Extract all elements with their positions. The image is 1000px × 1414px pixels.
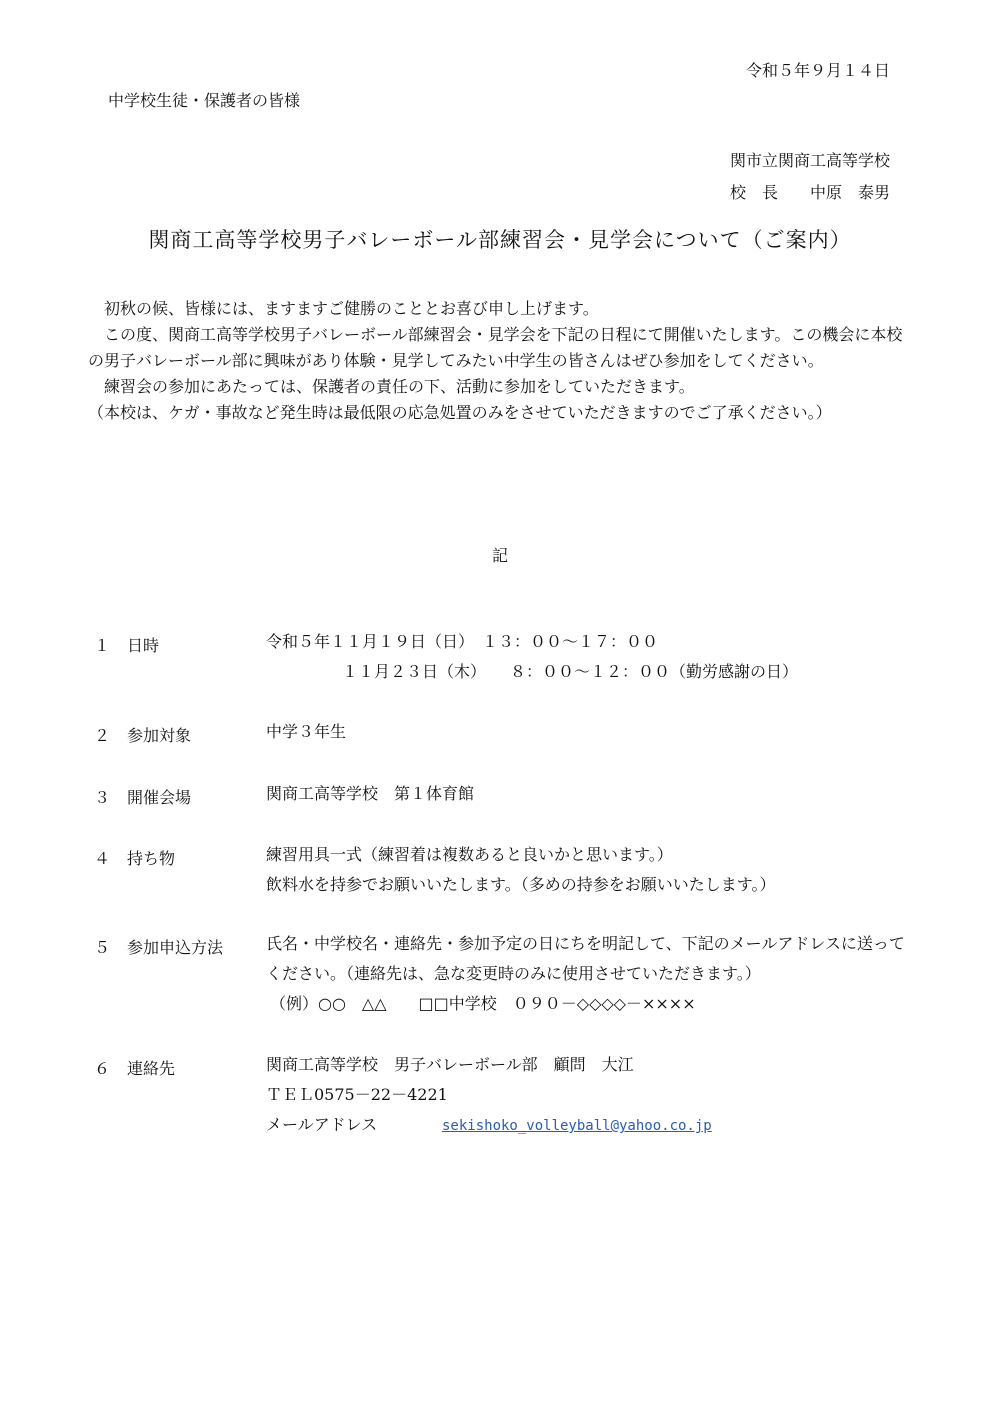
- item-label: 参加対象: [127, 726, 192, 745]
- contact-email-row: [266, 1110, 712, 1141]
- sender-principal: 校 長 中原 泰男: [729, 183, 890, 202]
- item-label: 参加申込方法: [127, 938, 224, 957]
- venue-value: 関商工高等学校 第１体育館: [266, 784, 475, 803]
- belongings-line-2: 飲料水を持参でお願いいたします。（多めの持参をお願いいたします。）: [266, 875, 776, 894]
- schedule-day-1: 令和５年１１月１９日（日） １３：００～１７：００: [266, 632, 659, 651]
- application-instructions: 氏名・中学校名・連絡先・参加予定の日にちを明記して、下記のメールアドレスに送ってください。（連絡先は、急な変更時のみに使用させていただきます。）: [266, 934, 905, 983]
- belongings-line-1: 練習用具一式（練習着は複数あると良いかと思います。）: [266, 845, 673, 864]
- sender-organization: 関市立関商工高等学校: [729, 151, 890, 170]
- document-body: [88, 296, 918, 426]
- document-date: 令和５年９月１４日: [745, 61, 890, 80]
- item-number: ３: [94, 788, 111, 807]
- greeting-paragraph: 初秋の候、皆様には、ますますご健勝のこととお喜び申し上げます。: [104, 299, 599, 318]
- addressee: 中学校生徒・保護者の皆様: [108, 91, 301, 110]
- contact-email-link[interactable]: sekishoko_volleyball@yahoo.co.jp: [442, 1118, 712, 1134]
- target-value: 中学３年生: [266, 722, 347, 741]
- document-title: 関商工高等学校男子バレーボール部練習会・見学会について（ご案内）: [148, 228, 852, 252]
- item-label: 日時: [127, 636, 160, 655]
- application-value: [266, 929, 916, 1019]
- first-aid-note: （本校は、ケガ・事故など発生時は最低限の応急処置のみをさせていただきますのでご了承ください。）: [88, 403, 832, 422]
- belongings-value: [266, 840, 775, 900]
- responsibility-paragraph: 練習会の参加にあたっては、保護者の責任の下、活動に参加をしていただきます。: [104, 377, 695, 396]
- announcement-paragraph: この度、関商工高等学校男子バレーボール部練習会・見学会を下記の日程にて開催いたします。この機会に本校の男子バレーボール部に興味があり体験・見学してみたい中学生の皆さんはぜひ参加をしてください。: [88, 325, 903, 370]
- contact-advisor: 関商工高等学校 男子バレーボール部 顧問 大江: [266, 1055, 634, 1074]
- item-label: 連絡先: [127, 1059, 176, 1078]
- contact-phone: ＴＥＬ0575－22－4221: [266, 1085, 448, 1104]
- item-label: 持ち物: [127, 849, 176, 868]
- item-number: ５: [94, 938, 111, 957]
- schedule-value: [266, 627, 798, 687]
- item-number: ４: [94, 849, 111, 868]
- item-number: １: [94, 636, 111, 655]
- ki-marker: 記: [491, 546, 508, 565]
- item-number: ６: [94, 1059, 111, 1078]
- application-example: （例）○○ △△ □□中学校 ０９０－◇◇◇◇－××××: [270, 994, 696, 1013]
- item-number: ２: [94, 726, 111, 745]
- contact-value: [266, 1050, 712, 1141]
- email-label: メールアドレス: [266, 1115, 378, 1134]
- schedule-day-2: １１月２３日（木） ８：００～１２：００（勤労感謝の日）: [342, 662, 799, 681]
- item-label: 開催会場: [127, 788, 192, 807]
